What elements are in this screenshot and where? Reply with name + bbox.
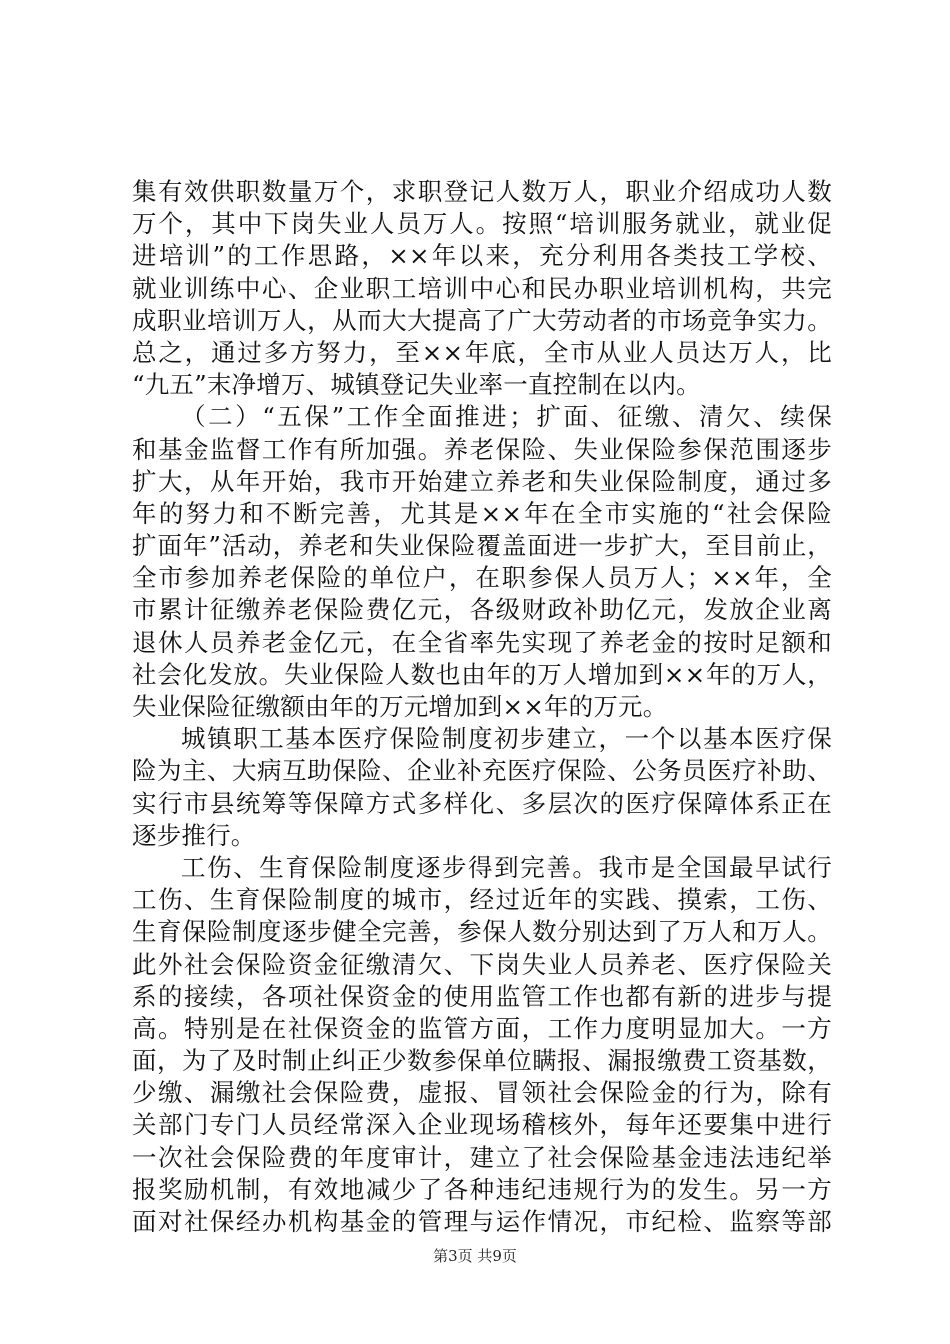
text-line: 成职业培训万人，从而大大提高了广大劳动者的市场竞争实力。 (132, 305, 832, 335)
text-line: 万个，其中下岗失业人员万人。按照“培训服务就业，就业促 (132, 209, 832, 239)
text-line: 扩大，从年开始，我市开始建立养老和失业保险制度，通过多 (132, 466, 832, 496)
text-line: 报奖励机制，有效地减少了各种违纪违规行为的发生。另一方 (132, 1174, 832, 1204)
paragraph-1 (132, 176, 832, 401)
text-line: 一次社会保险费的年度审计，建立了社会保险基金违法违纪举 (132, 1142, 832, 1172)
text-line: 此外社会保险资金征缴清欠、下岗失业人员养老、医疗保险关 (132, 949, 832, 979)
text-line: 关部门专门人员经常深入企业现场稽核外，每年还要集中进行 (132, 1110, 832, 1140)
text-line: 失业保险征缴额由年的万元增加到××年的万元。 (132, 692, 668, 721)
text-line: 系的接续，各项社保资金的使用监管工作也都有新的进步与提 (132, 981, 832, 1011)
text-line: 和基金监督工作有所加强。养老保险、失业保险参保范围逐步 (132, 434, 832, 464)
text-line: 实行市县统筹等保障方式多样化、多层次的医疗保障体系正在 (132, 788, 832, 818)
text-line: 面对社保经办机构基金的管理与运作情况，市纪检、监察等部 (132, 1207, 832, 1236)
text-line: 市累计征缴养老保险费亿元，各级财政补助亿元，发放企业离 (132, 595, 832, 625)
text-line: 高。特别是在社保资金的监管方面，工作力度明显加大。一方 (132, 1013, 832, 1043)
text-line: 逐步推行。 (132, 820, 256, 850)
text-line: 集有效供职数量万个，求职登记人数万人，职业介绍成功人数 (132, 177, 832, 206)
text-line: （二）“五保”工作全面推进；扩面、征缴、清欠、续保 (181, 402, 832, 432)
paragraph-4 (132, 852, 832, 1238)
text-line: 总之，通过多方努力，至××年底，全市从业人员达万人，比 (132, 337, 832, 367)
text-line: 少缴、漏缴社会保险费，虚报、冒领社会保险金的行为，除有 (132, 1078, 832, 1108)
text-line: 扩面年”活动，养老和失业保险覆盖面进一步扩大，至目前止， (132, 531, 832, 561)
text-line: 社会化发放。失业保险人数也由年的万人增加到××年的万人， (132, 659, 832, 689)
body-text (132, 176, 832, 1238)
paragraph-3 (132, 723, 832, 852)
text-line: 面，为了及时制止纠正少数参保单位瞒报、漏报缴费工资基数， (132, 1046, 832, 1076)
text-line: 工伤、生育保险制度的城市，经过近年的实践、摸索，工伤、 (132, 885, 832, 915)
text-line: 全市参加养老保险的单位户，在职参保人员万人；××年，全 (132, 563, 832, 593)
page-footer (0, 1245, 950, 1266)
text-line: “九五”末净增万、城镇登记失业率一直控制在以内。 (132, 370, 701, 400)
text-line: 生育保险制度逐步健全完善，参保人数分别达到了万人和万人。 (132, 917, 832, 947)
page-number: 第3页 共9页 (433, 1247, 517, 1265)
paragraph-2 (132, 401, 832, 723)
text-line: 年的努力和不断完善，尤其是××年在全市实施的“社会保险 (132, 498, 832, 528)
text-line: 进培训”的工作思路，××年以来，充分利用各类技工学校、 (132, 241, 832, 271)
text-line: 就业训练中心、企业职工培训中心和民办职业培训机构，共完 (132, 273, 832, 303)
text-line: 退休人员养老金亿元，在全省率先实现了养老金的按时足额和 (132, 627, 832, 657)
text-line: 险为主、大病互助保险、企业补充医疗保险、公务员医疗补助、 (132, 756, 832, 786)
text-line: 工伤、生育保险制度逐步得到完善。我市是全国最早试行 (181, 852, 832, 882)
text-line: 城镇职工基本医疗保险制度初步建立，一个以基本医疗保 (181, 724, 832, 754)
